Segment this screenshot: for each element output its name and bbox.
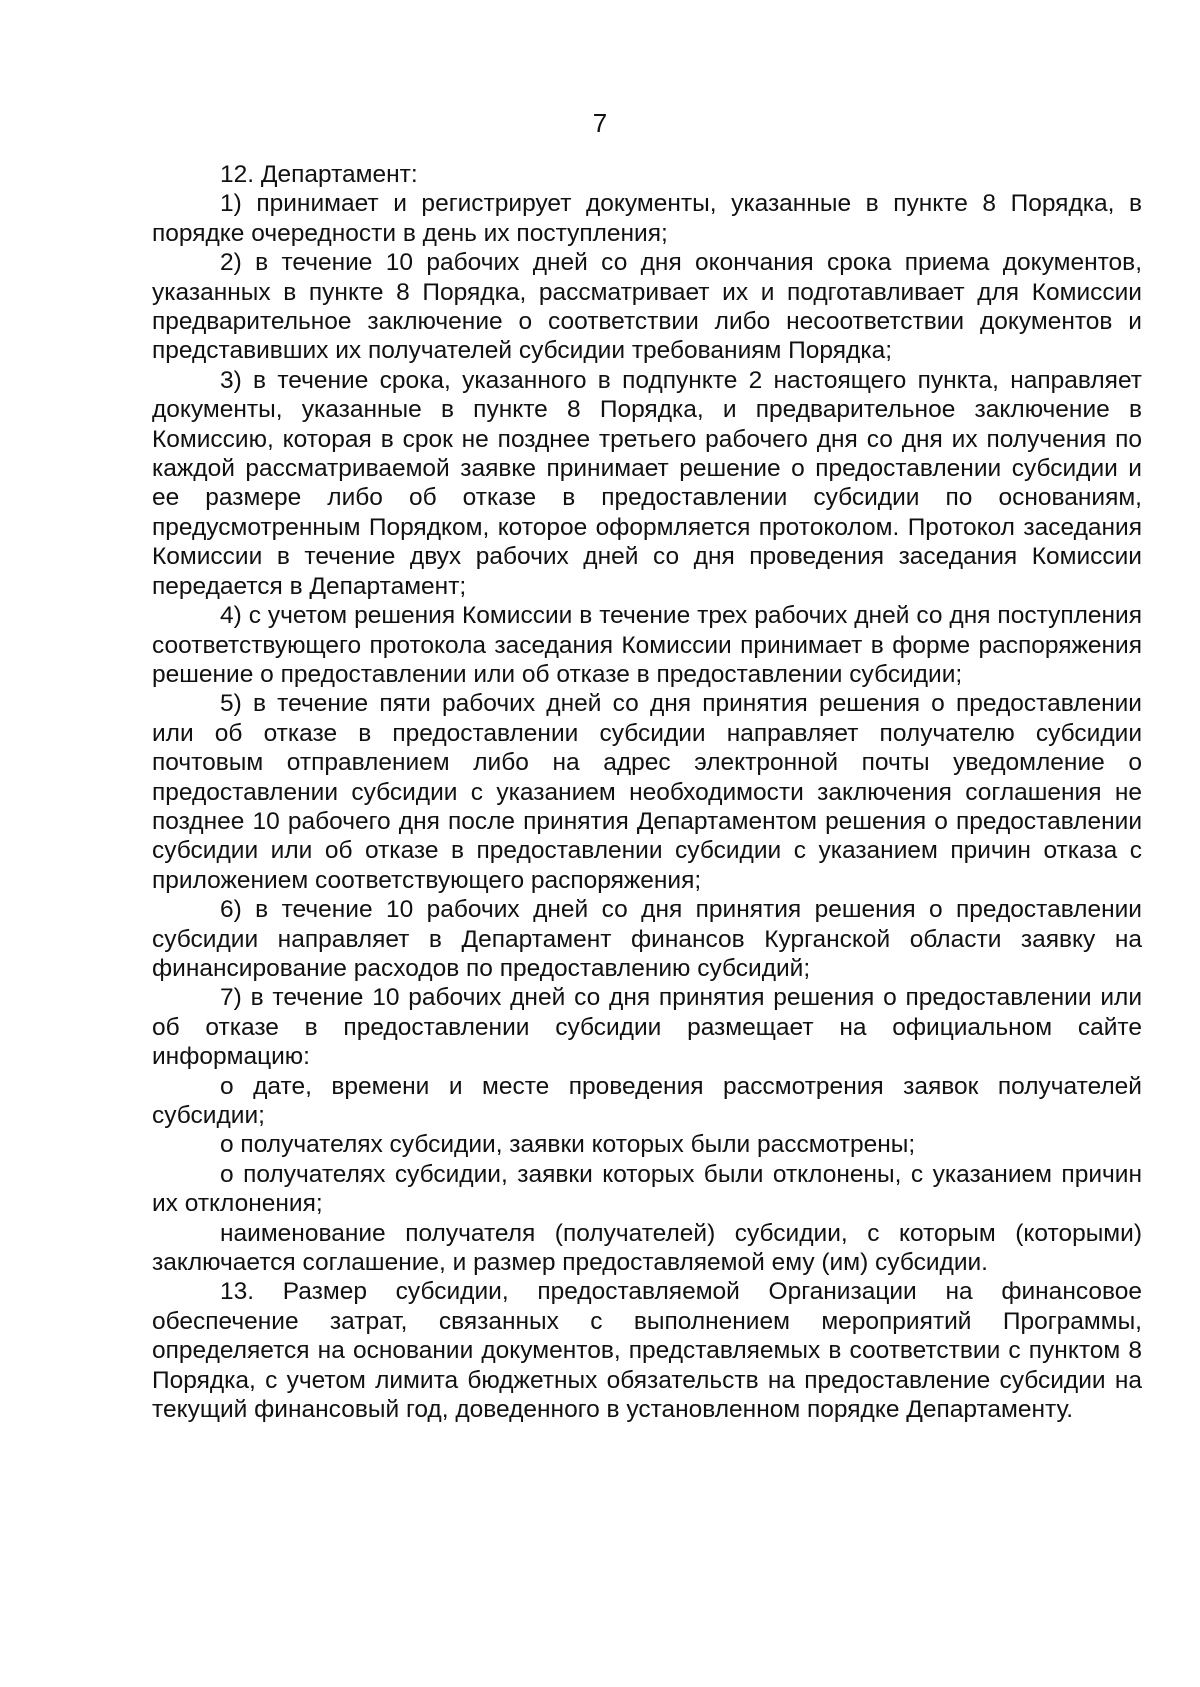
info-item-recipient-name: наименование получателя (получателей) субсидии, с которым (которыми) заключается соглашение, и размер предоставляемой ему (им) субсидии.	[152, 1219, 1142, 1277]
info-item-rejected: о получателях субсидии, заявки которых были отклонены, с указанием причин их отклонения;	[152, 1160, 1142, 1218]
document-body	[152, 160, 1142, 1424]
paragraph-12-item-7: 7) в течение 10 рабочих дней со дня принятия решения о предоставлении или об отказе в предоставлении субсидии размещает на официальном сайте информацию:	[152, 984, 1142, 1071]
paragraph-12-item-2: 2) в течение 10 рабочих дней со дня окончания срока приема документов, указанных в пункте 8 Порядка, рассматривает их и подготавливает для Комиссии предварительное заключение о соответствии либо несоответствии документов и представивших их получателей субсидии требованиям Порядка;	[152, 249, 1142, 365]
paragraph-13: 13. Размер субсидии, предоставляемой Организации на финансовое обеспечение затрат, связанных с выполнением мероприятий Программы, определяется на основании документов, представляемых в соответствии с пунктом 8 Порядка, с учетом лимита бюджетных обязательств на предоставление субсидии на текущий финансовый год, доведенного в установленном порядке Департаменту.	[152, 1278, 1142, 1424]
paragraph-12-heading: 12. Департамент:	[220, 161, 418, 188]
paragraph-12-item-6: 6) в течение 10 рабочих дней со дня принятия решения о предоставлении субсидии направляет в Департамент финансов Курганской области заявку на финансирование расходов по предоставлению субсидий;	[152, 896, 1142, 982]
info-item-reviewed: о получателях субсидии, заявки которых были рассмотрены;	[220, 1131, 916, 1159]
paragraph-12-item-3: 3) в течение срока, указанного в подпункте 2 настоящего пункта, направляет документы, указанные в пункте 8 Порядка, и предварительное заключение в Комиссию, которая в срок не позднее третьего рабочего дня со дня их получения по каждой рассматриваемой заявке принимает решение о предоставлении субсидии и ее размере либо об отказе в предоставлении субсидии по основаниям, предусмотренным Порядком, которое оформляется протоколом. Протокол заседания Комиссии в течение двух рабочих дней со дня проведения заседания Комиссии передается в Департамент;	[152, 366, 1142, 600]
info-item-date-time: о дате, времени и месте проведения рассмотрения заявок получателей субсидии;	[152, 1072, 1142, 1129]
paragraph-12-item-4: 4) с учетом решения Комиссии в течение трех рабочих дней со дня поступления соответствующего протокола заседания Комиссии принимает в форме распоряжения решение о предоставлении или об отказе в предоставлении субсидии;	[152, 602, 1142, 688]
paragraph-12-item-5: 5) в течение пяти рабочих дней со дня принятия решения о предоставлении или об отказе в предоставлении субсидии направляет получателю субсидии почтовым отправлением либо на адрес электронной почты уведомление о предоставлении субсидии с указанием необходимости заключения соглашения не позднее 10 рабочего дня после принятия Департаментом решения о предоставлении субсидии или об отказе в предоставлении субсидии с указанием причин отказа с приложением соответствующего распоряжения;	[152, 690, 1142, 894]
paragraph-12-item-1: 1) принимает и регистрирует документы, указанные в пункте 8 Порядка, в порядке очередности в день их поступления;	[152, 190, 1142, 247]
page-number: 7	[592, 108, 608, 138]
